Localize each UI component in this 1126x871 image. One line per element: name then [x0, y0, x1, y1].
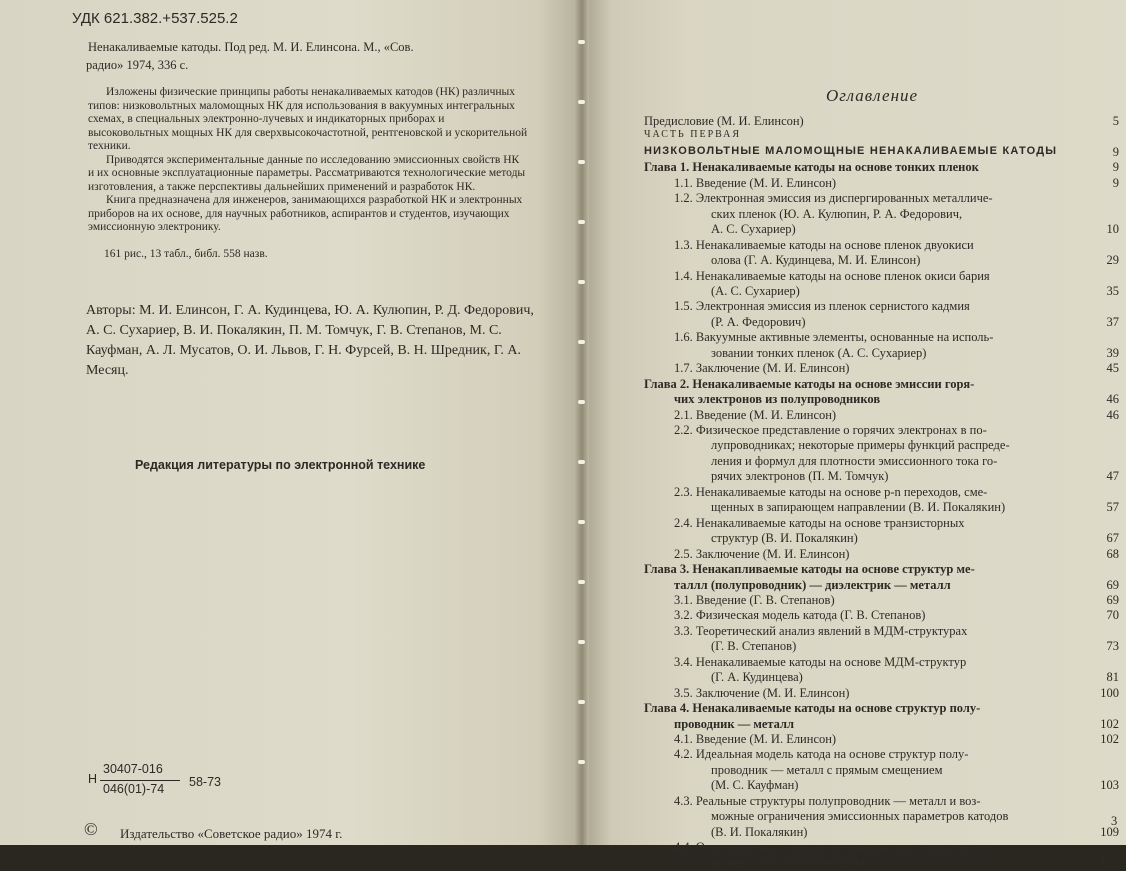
toc-entry: 4.4. О прохождении горячих электронов через тонкие плен- [674, 840, 992, 855]
toc-entry: 1.2. Электронная эмиссия из диспергированных металличе- [674, 191, 993, 206]
toc-entry: 1.7. Заключение (М. И. Елинсон) [674, 361, 850, 376]
binding-stitch [578, 100, 585, 104]
toc-entry: (Г. А. Кудинцева) [711, 670, 803, 685]
toc-page-number: 45 [1106, 361, 1119, 376]
toc-page-number: 73 [1106, 639, 1119, 654]
toc-page-number: 5 [1112, 114, 1119, 128]
toc-entry: (М. С. Кауфман) [711, 778, 799, 793]
toc-chapter: Глава 4. Ненакаливаемые катоды на основе структур полу- [644, 701, 981, 716]
binding-stitch [578, 160, 585, 164]
toc-entry: 2.4. Ненакаливаемые катоды на основе транзисторных [674, 515, 965, 530]
binding-stitch [578, 520, 585, 524]
toc-page-number: 70 [1106, 608, 1119, 623]
toc-page-number: 103 [1100, 778, 1119, 793]
toc-entry: 3.2. Физическая модель катода (Г. В. Степанов) [674, 608, 926, 623]
toc-page-number: 29 [1106, 253, 1119, 268]
binding-stitch [578, 220, 585, 224]
toc-page-number: 100 [1100, 685, 1119, 700]
toc-entry: 4.1. Введение (М. И. Елинсон) [674, 732, 837, 746]
toc-chapter: Глава 2. Ненакаливаемые катоды на основе эмиссии горя- [644, 376, 975, 391]
toc-page-number: 39 [1106, 345, 1119, 360]
toc-entry: (А. С. Сухариер) [711, 283, 800, 298]
binding-stitch [578, 280, 585, 284]
toc-entry: чих электронов из полупроводников [674, 392, 881, 407]
toc-entry: 2.3. Ненакаливаемые катоды на основе p-n переходов, сме- [674, 484, 988, 499]
toc-entry: 1.1. Введение (М. И. Елинсон) [674, 175, 837, 190]
toc-entry: 2.5. Заключение (М. И. Елинсон) [674, 546, 850, 561]
toc-entry: 4.2. Идеальная модель катода на основе структур полу- [674, 747, 969, 762]
toc-page-number: 47 [1106, 469, 1119, 484]
toc-entry: рячих электронов (П. М. Томчук) [711, 469, 889, 484]
toc-entry: 1.4. Ненакаливаемые катоды на основе пленок окиси бария [674, 268, 990, 283]
toc-entry: 4.3. Реальные структуры полупроводник — металл и воз- [674, 793, 981, 808]
toc-entry: ки металлов (Г. В. Степанов) [711, 855, 865, 870]
abstract [88, 86, 528, 235]
toc-entry: 1.6. Вакуумные активные элементы, основанные на исполь- [674, 330, 994, 345]
abstract-paragraph: Изложены физические принципы работы ненакаливаемых катодов (НК) различных типов: низковольтных маломощных НК для использования в вакуумных интегральных схемах, в специальных электронно-лучевых и индикаторных приборах и высоковольтных мощных НК для сверхвысокочастотной, рентгеновской и ускорительной техники. [88, 86, 528, 152]
binding-stitch [578, 460, 585, 464]
toc-entry: олова (Г. А. Кудинцева, М. И. Елинсон) [711, 253, 921, 268]
editorial-department: Редакция литературы по электронной технике [135, 458, 426, 472]
page-number: 3 [1111, 814, 1118, 828]
toc-page-number: 9 [1112, 144, 1119, 159]
fraction-line [100, 780, 180, 781]
book-gutter [575, 0, 589, 845]
toc-entry: 3.4. Ненакаливаемые катоды на основе МДМ-структур [674, 654, 967, 669]
toc-entry: 3.3. Теоретический анализ явлений в МДМ-структурах [674, 623, 968, 638]
toc-chapter: Глава 3. Ненакапливаемые катоды на основе структур ме- [644, 562, 975, 577]
toc-page-number: 35 [1106, 283, 1119, 298]
toc-entry: (Р. А. Федорович) [711, 314, 806, 329]
toc-page-number: 9 [1112, 160, 1119, 175]
toc-entry: 2.2. Физическое представление о горячих электронах в по- [674, 423, 987, 437]
toc-entry: лупроводниках; некоторые примеры функций распреде- [711, 438, 1010, 453]
toc-entry: проводник — металл с прямым смещением [711, 762, 943, 777]
toc-page-number: 122 [1100, 855, 1119, 870]
bibliographic-line-1: Ненакаливаемые катоды. Под ред. М. И. Елинсона. М., «Сов. [88, 40, 414, 54]
binding-stitch [578, 40, 585, 44]
toc-entry: структур (В. И. Покалякин) [711, 531, 858, 546]
toc-entry: 1.5. Электронная эмиссия из пленок сернистого кадмия [674, 299, 970, 314]
toc-page-number: 67 [1106, 531, 1119, 546]
toc-page-number: 102 [1100, 716, 1119, 731]
toc-page-number: 81 [1106, 670, 1119, 685]
toc-entry: проводник — металл [674, 716, 795, 731]
right-page [584, 0, 1126, 870]
toc-page-number: 68 [1106, 546, 1119, 561]
toc-entry: ских пленок (Ю. А. Кулюпин, Р. А. Федорович, [711, 206, 963, 221]
toc-entry: 3.1. Введение (Г. В. Степанов) [674, 592, 835, 607]
udk-code: УДК 621.382.+537.525.2 [72, 10, 238, 27]
toc-entry: можные ограничения эмиссионных параметров катодов [711, 809, 1009, 824]
toc-page-number: 69 [1106, 577, 1119, 592]
binding-stitch [578, 700, 585, 704]
toc-page-number: 46 [1106, 407, 1119, 422]
toc-entry: НИЗКОВОЛЬТНЫЕ МАЛОМОЩНЫЕ НЕНАКАЛИВАЕМЫЕ КАТОДЫ [644, 144, 1058, 157]
toc-entry: (Г. В. Степанов) [711, 639, 797, 654]
classification-bottom: 046(01)-74 [103, 782, 165, 796]
toc-page-number: 46 [1106, 392, 1119, 407]
book-stats: 161 рис., 13 табл., библ. 558 назв. [104, 248, 268, 260]
binding-stitch [578, 580, 585, 584]
toc-title: Оглавление [826, 86, 919, 105]
classification-h: Н [88, 772, 98, 786]
classification-top: 30407-016 [103, 762, 163, 776]
copyright-icon: © [84, 819, 98, 839]
toc-entry: Предисловие (М. И. Елинсон) [644, 114, 804, 128]
toc-page-number: 109 [1100, 824, 1119, 839]
toc-entry: (В. И. Покалякин) [711, 824, 808, 839]
toc-entry: таллл (полупроводник) — диэлектрик — металл [674, 577, 951, 592]
toc-entry: А. С. Сухариер) [711, 222, 796, 237]
toc-page-number: 102 [1100, 732, 1119, 746]
toc-page-number: 57 [1106, 500, 1119, 515]
abstract-paragraph: Приводятся экспериментальные данные по исследованию эмиссионных свойств НК и их основные эксплуатационные параметры. Рассматриваются технологические методы изготовления, а также перспективы дальнейших применений и разработок НК. [88, 153, 526, 193]
publisher-line: Издательство «Советское радио» 1974 г. [120, 826, 343, 841]
authors-list: Авторы: М. И. Елинсон, Г. А. Кудинцева, Ю. А. Кулюпин, Р. Д. Федорович, А. С. Сухариер, В. И. Покалякин, П. М. Томчук, Г. В. Степанов, М. С. Кауфман, А. Л. Мусатов, О. И. Львов, Г. Н. Фурсей, В. Н. Шредник, Г. А. Месяц. [86, 303, 534, 378]
toc-chapter: Глава 1. Ненакаливаемые катоды на основе тонких пленок [644, 160, 979, 175]
binding-stitch [578, 400, 585, 404]
binding-stitch [578, 340, 585, 344]
toc-entry: ления и формул для плотности эмиссионного тока го- [711, 453, 998, 468]
abstract-paragraph: Книга предназначена для инженеров, занимающихся разработкой НК и электронных приборов на их основе, для научных работников, аспирантов и студентов, изучающих эмиссионную электронику. [88, 194, 523, 233]
toc-page-number: 9 [1112, 175, 1119, 190]
toc-page-number: 69 [1106, 592, 1119, 607]
toc-page-number: 10 [1106, 222, 1119, 237]
toc-entry: 3.5. Заключение (М. И. Елинсон) [674, 685, 850, 700]
binding-stitch [578, 640, 585, 644]
classification-right: 58-73 [189, 775, 221, 789]
toc-entry: щенных в запирающем направлении (В. И. Покалякин) [711, 500, 1006, 515]
bibliographic-line-2: радио» 1974, 336 с. [86, 58, 189, 72]
toc-page-number: 37 [1106, 314, 1119, 329]
toc-entry: 1.3. Ненакаливаемые катоды на основе пленок двуокиси [674, 237, 974, 252]
toc-entry: зовании тонких пленок (А. С. Сухариер) [711, 345, 927, 360]
binding-stitch [578, 760, 585, 764]
toc-entry: ЧАСТЬ ПЕРВАЯ [644, 129, 742, 141]
toc-entry: 2.1. Введение (М. И. Елинсон) [674, 407, 837, 422]
